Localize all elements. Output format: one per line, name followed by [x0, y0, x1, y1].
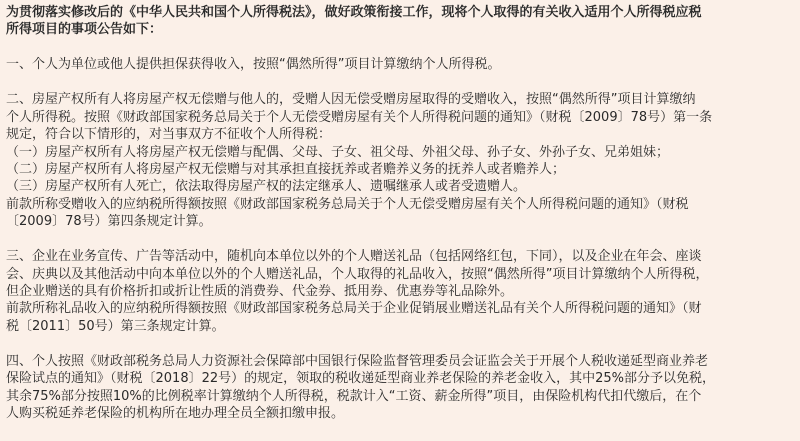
- section-2-line: 前款所称受赠收入的应纳税所得额按照《财政部国家税务总局关于个人无偿受赠房屋有关个人所得税问题的通知》（财税: [6, 196, 689, 212]
- paragraph-gap: [6, 39, 794, 57]
- intro-paragraph: [6, 4, 794, 39]
- section-4-line: 四、个人按照《财政部税务总局人力资源社会保障部中国银行保险监督管理委员会证监会关于开展个人税收递延型商业养老: [6, 353, 709, 369]
- section-4-line: 保险试点的通知》（财税〔2018〕22号）的规定，领取的税收递延型商业养老保险的养老金收入，其中25%部分予以免税，: [6, 371, 716, 387]
- section-3-line: 前款所称礼品收入的应纳税所得额按照《财政部国家税务总局关于企业促销展业赠送礼品有关个人所得税问题的通知》（财: [6, 301, 702, 317]
- paragraph-gap: [6, 335, 794, 353]
- section-2-line: （二）房屋产权所有人将房屋产权无偿赠与对其承担直接抚养或者赡养义务的抚养人或者赡养人；: [6, 162, 566, 178]
- section-2-line: （一）房屋产权所有人将房屋产权无偿赠与配偶、父母、子女、祖父母、外祖父母、孙子女、外孙子女、兄弟姐妹；: [6, 144, 670, 160]
- paragraph-gap: [6, 231, 794, 249]
- intro-line: 所得项目的事项公告如下：: [6, 22, 163, 38]
- section-2-line: 个人所得税。按照《财政部国家税务总局关于个人无偿受赠房屋有关个人所得税问题的通知》（财税〔2009〕78号）第一条: [6, 109, 713, 125]
- section-3-line: 但企业赠送的具有价格折扣或折让性质的消费券、代金券、抵用券、优惠券等礼品除外。: [6, 284, 514, 300]
- section-2-line: 规定，符合以下情形的，对当事双方不征收个人所得税：: [6, 127, 332, 143]
- section-2-line: 二、房屋产权所有人将房屋产权无偿赠与他人的，受赠人因无偿受赠房屋取得的受赠收入，按照“偶然所得”项目计算缴纳: [6, 92, 696, 108]
- section-4-line: 其余75%部分按照10%的比例税率计算缴纳个人所得税，税款计入“工资、薪金所得”项目，由保险机构代扣代缴后，在个: [6, 388, 702, 404]
- section-3-line: 三、企业在业务宣传、广告等活动中，随机向本单位以外的个人赠送礼品（包括网络红包，下同），以及企业在年会、座谈: [6, 249, 702, 265]
- section-2: [6, 91, 794, 230]
- section-3-line: 会、庆典以及其他活动中向本单位以外的个人赠送礼品，个人取得的礼品收入，按照“偶然所得”项目计算缴纳个人所得税，: [6, 266, 709, 282]
- section-2-line: （三）房屋产权所有人死亡，依法取得房屋产权的法定继承人、遗嘱继承人或者受遗赠人。: [6, 179, 527, 195]
- paragraph-gap: [6, 74, 794, 92]
- intro-line: 为贯彻落实修改后的《中华人民共和国个人所得税法》，做好政策衔接工作，现将个人取得的有关收入适用个人所得税应税: [6, 5, 702, 20]
- section-1-line: 一、个人为单位或他人提供担保获得收入，按照“偶然所得”项目计算缴纳个人所得税。: [6, 57, 501, 73]
- section-4-line: 人购买税延养老保险的机构所在地办理全员全额扣缴申报。: [6, 406, 345, 422]
- section-1: [6, 56, 794, 73]
- section-3: [6, 248, 794, 335]
- section-2-line: 〔2009〕78号）第四条规定计算。: [6, 214, 212, 230]
- section-3-line: 税〔2011〕50号）第三条规定计算。: [6, 318, 225, 334]
- section-4: [6, 353, 794, 423]
